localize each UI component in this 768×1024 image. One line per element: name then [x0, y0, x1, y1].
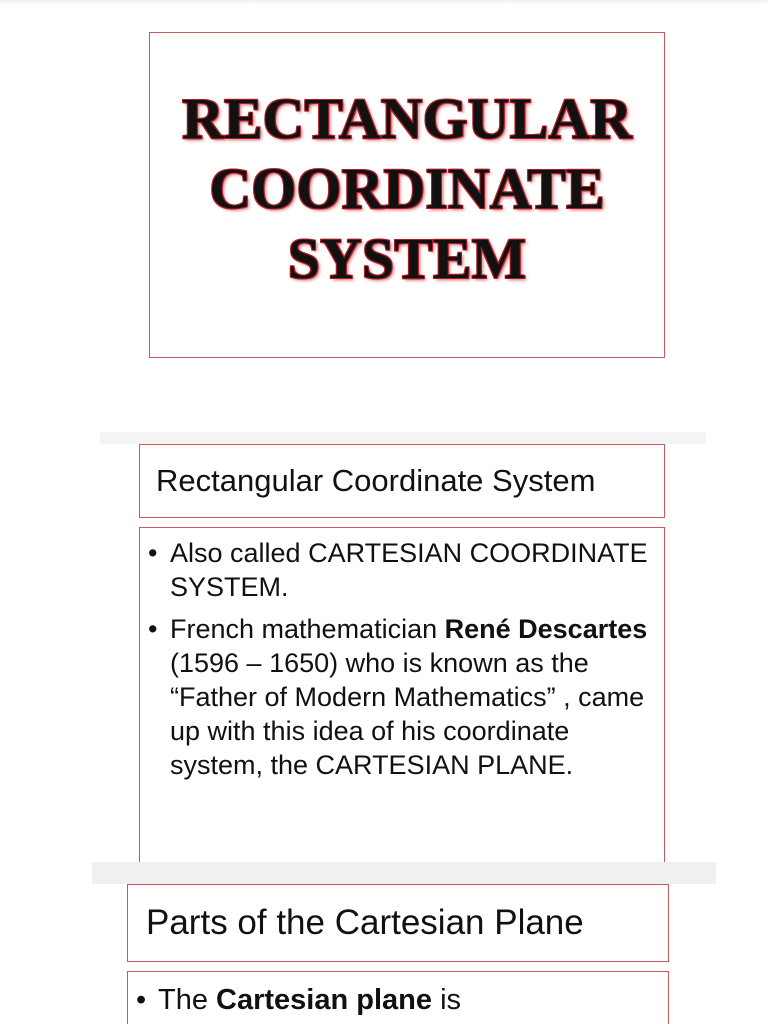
page-top-edge: [0, 0, 768, 6]
list-item: [134, 982, 660, 1018]
slide2-heading: Rectangular Coordinate System: [156, 463, 596, 498]
bullet-icon: •: [148, 614, 158, 644]
bullet-text-bold: René Descartes: [444, 614, 648, 644]
bullet-text-pre: The: [158, 984, 217, 1016]
slide2-bullet-list: [146, 536, 656, 782]
slide-separator: [92, 862, 716, 884]
slide-title: RECTANGULAR COORDINATE SYSTEM: [181, 86, 633, 291]
slide-separator: [100, 432, 706, 444]
slide2-heading-box: [139, 444, 665, 518]
bullet-text-bold: Cartesian plane: [216, 984, 433, 1016]
slide3-heading-box: [127, 884, 669, 962]
bullet-icon: •: [148, 538, 158, 568]
list-item: [146, 612, 656, 782]
title-slide: [149, 32, 665, 358]
slide2-content-box: [139, 527, 665, 863]
bullet-icon: •: [136, 984, 147, 1016]
list-item: [146, 536, 656, 604]
slide3-content-box: [127, 971, 669, 1024]
slide3-heading: Parts of the Cartesian Plane: [146, 903, 584, 942]
slide3-bullet-list: [134, 982, 660, 1018]
bullet-text-pre: French mathematician: [170, 614, 445, 644]
bullet-text-post: (1596 – 1650) who is known as the “Father of Modern Mathematics” , came up with this idea of his coordinate system, the CARTESIAN PLANE.: [170, 648, 645, 780]
bullet-text: Also called CARTESIAN COORDINATE SYSTEM.: [170, 538, 648, 602]
bullet-text-post: is: [432, 984, 462, 1016]
